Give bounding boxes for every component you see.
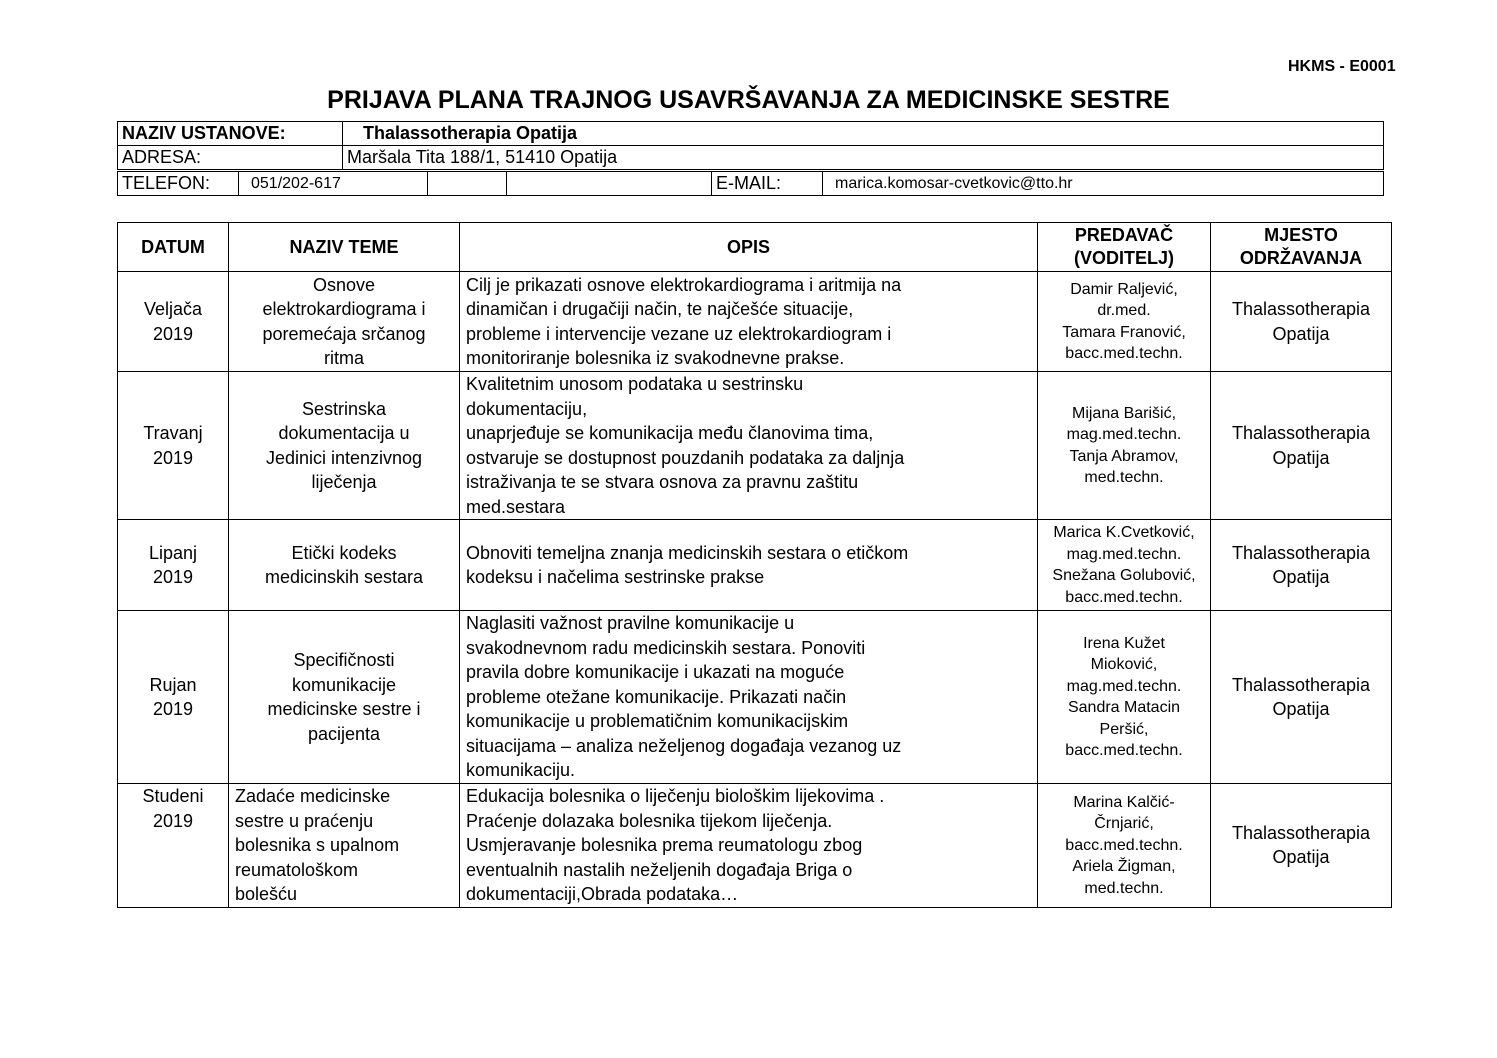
header-location: MJESTO ODRŽAVANJA <box>1211 223 1392 272</box>
row-description: Edukacija bolesnika o liječenju biološkim lijekovima . Praćenje dolazaka bolesnika tijekom liječenja. Usmjeravanje bolesnika prema reumatologu zbog eventualnih nastalih neželjenih događaja Briga o dokumentaciji,Obrada podataka… <box>460 784 1038 908</box>
empty-cell <box>507 172 712 196</box>
table-row <box>118 272 1392 372</box>
row-location: Thalassotherapia Opatija <box>1211 272 1392 372</box>
row-topic: Zadaće medicinske sestre u praćenju bolesnika s upalnom reumatološkom bolešću <box>229 784 460 908</box>
row-lecturer: Damir Raljević, dr.med. Tamara Franović, bacc.med.techn. <box>1038 272 1211 372</box>
row-description: Cilj je prikazati osnove elektrokardiograma i aritmija na dinamičan i drugačiji način, te najčešće situacije, probleme i intervencije vezane uz elektrokardiogram i monitoriranje bolesnika iz svakodnevne prakse. <box>460 272 1038 372</box>
row-location: Thalassotherapia Opatija <box>1211 784 1392 908</box>
institution-name-row <box>118 122 1384 146</box>
header-lecturer: PREDAVAČ (VODITELJ) <box>1038 223 1211 272</box>
institution-address-row <box>118 146 1384 170</box>
table-row <box>118 520 1392 611</box>
row-date: Studeni 2019 <box>118 784 229 908</box>
document-code: HKMS - E0001 <box>1288 58 1396 75</box>
row-date: Lipanj 2019 <box>118 520 229 611</box>
institution-name-label: NAZIV USTANOVE: <box>118 122 343 146</box>
row-description: Naglasiti važnost pravilne komunikacije u svakodnevnom radu medicinskih sestara. Ponoviti pravila dobre komunikacije i ukazati na moguće probleme otežane komunikacije. Prikazati način komunikacije u problematičnim komunikacijskim situacijama – analiza neželjenog događaja vezanog uz komunikaciju. <box>460 611 1038 784</box>
table-row <box>118 611 1392 784</box>
row-location: Thalassotherapia Opatija <box>1211 372 1392 520</box>
institution-info-table <box>117 121 1384 170</box>
document-title: PRIJAVA PLANA TRAJNOG USAVRŠAVANJA ZA MEDICINSKE SESTRE <box>327 86 1170 114</box>
row-date: Veljača 2019 <box>118 272 229 372</box>
institution-email-value: marica.komosar-cvetkovic@tto.hr <box>823 172 1384 196</box>
row-date: Travanj 2019 <box>118 372 229 520</box>
row-topic: Specifičnosti komunikacije medicinske sestre i pacijenta <box>229 611 460 784</box>
header-topic: NAZIV TEME <box>229 223 460 272</box>
row-location: Thalassotherapia Opatija <box>1211 611 1392 784</box>
row-lecturer: Marina Kalčić- Črnjarić, bacc.med.techn. Ariela Žigman, med.techn. <box>1038 784 1211 908</box>
institution-phone-label: TELEFON: <box>118 172 239 196</box>
table-row <box>118 784 1392 908</box>
institution-address-label: ADRESA: <box>118 146 343 170</box>
header-date: DATUM <box>118 223 229 272</box>
row-lecturer: Mijana Barišić, mag.med.techn. Tanja Abramov, med.techn. <box>1038 372 1211 520</box>
institution-phone-value: 051/202-617 <box>239 172 428 196</box>
row-location: Thalassotherapia Opatija <box>1211 520 1392 611</box>
empty-cell <box>428 172 507 196</box>
row-description: Obnoviti temeljna znanja medicinskih sestara o etičkom kodeksu i načelima sestrinske prakse <box>460 520 1038 611</box>
row-topic: Osnove elektrokardiograma i poremećaja srčanog ritma <box>229 272 460 372</box>
plan-header-row <box>118 223 1392 272</box>
row-topic: Sestrinska dokumentacija u Jedinici intenzivnog liječenja <box>229 372 460 520</box>
institution-contact-table <box>117 171 1384 196</box>
institution-address-value: Maršala Tita 188/1, 51410 Opatija <box>343 146 1384 170</box>
table-row <box>118 372 1392 520</box>
header-description: OPIS <box>460 223 1038 272</box>
institution-name-value: Thalassotherapia Opatija <box>343 122 1384 146</box>
education-plan-table <box>117 222 1392 908</box>
institution-contact-row <box>118 172 1384 196</box>
row-lecturer: Irena Kužet Mioković, mag.med.techn. Sandra Matacin Peršić, bacc.med.techn. <box>1038 611 1211 784</box>
institution-email-label: E-MAIL: <box>712 172 823 196</box>
row-lecturer: Marica K.Cvetković, mag.med.techn. Snežana Golubović, bacc.med.techn. <box>1038 520 1211 611</box>
row-topic: Etički kodeks medicinskih sestara <box>229 520 460 611</box>
row-description: Kvalitetnim unosom podataka u sestrinsku dokumentaciju, unaprjeđuje se komunikacija među članovima tima, ostvaruje se dostupnost pouzdanih podataka za daljnja istraživanja te se stvara osnova za pravnu zaštitu med.sestara <box>460 372 1038 520</box>
row-date: Rujan 2019 <box>118 611 229 784</box>
